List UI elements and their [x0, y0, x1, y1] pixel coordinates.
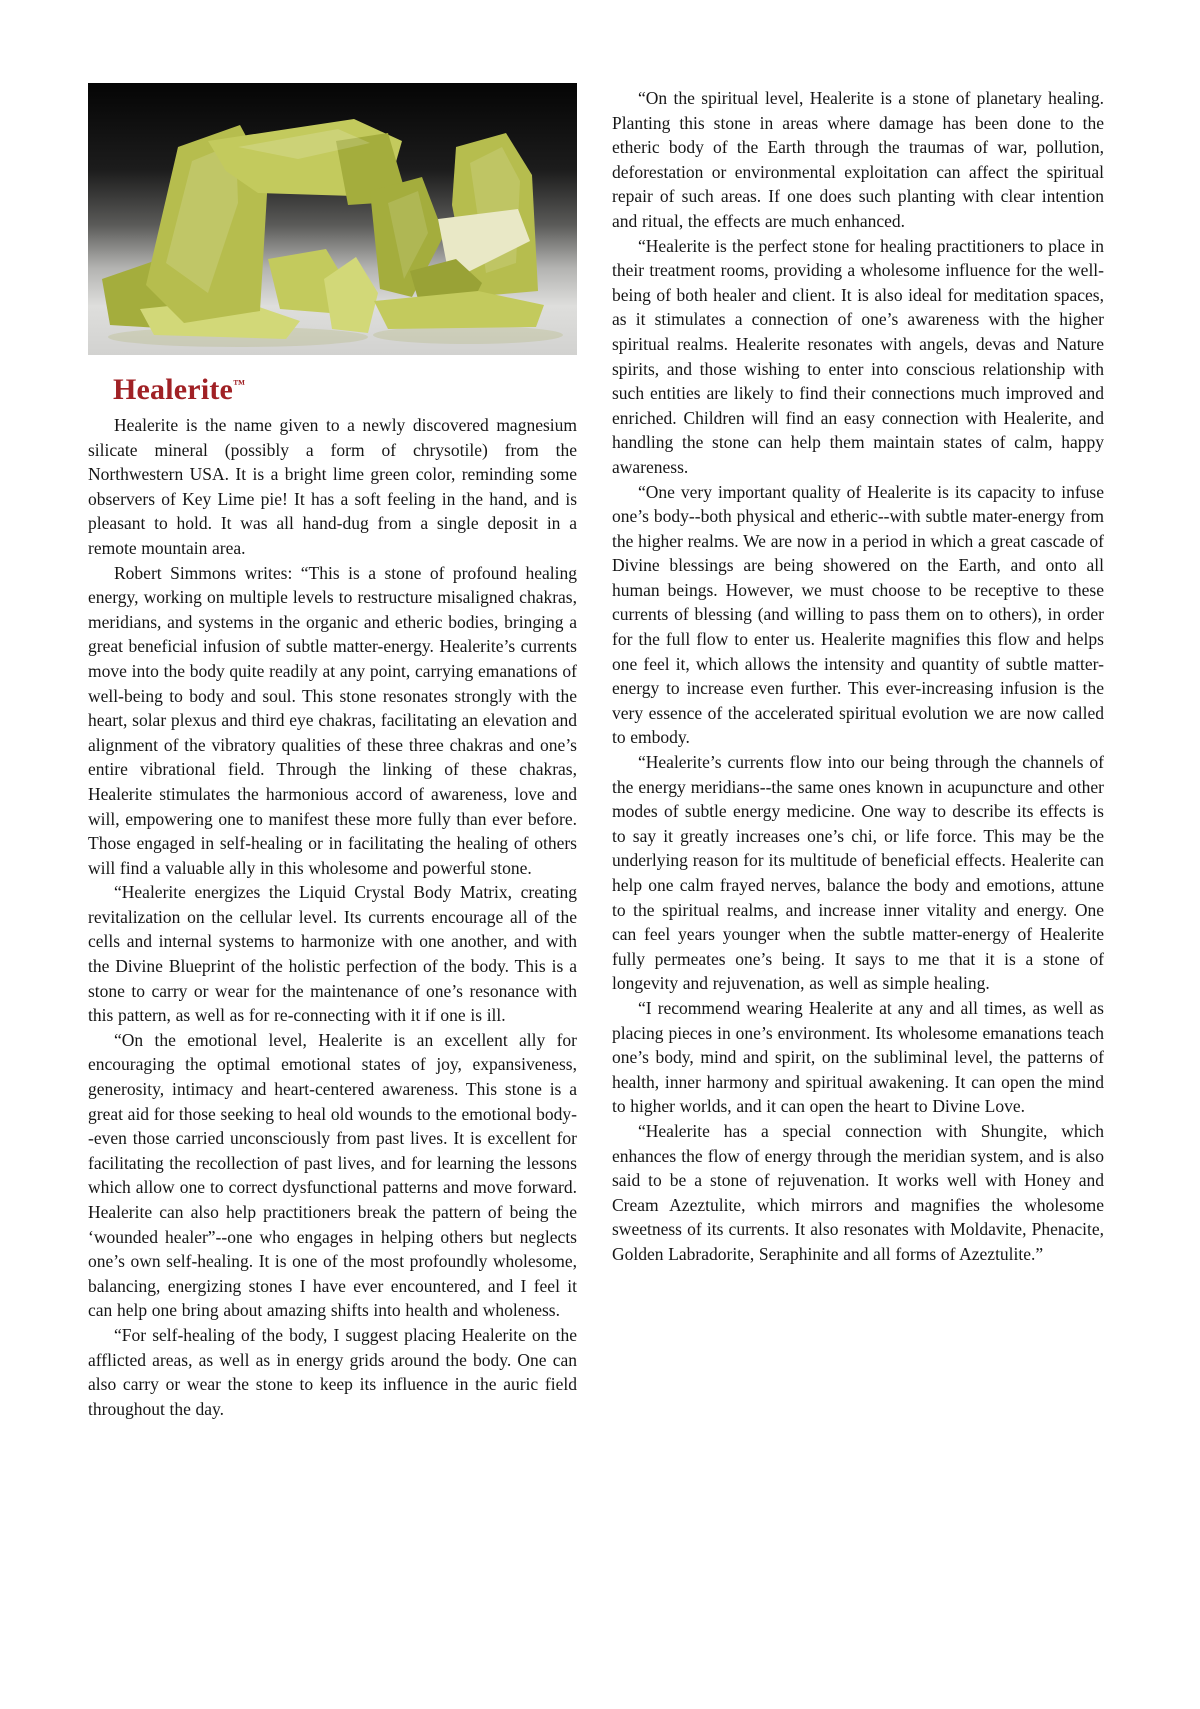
paragraph-emotional-level: “On the emotional level, Healerite is an excellent ally for encouraging the optimal emotional states of joy, expansiveness, generosity, intimacy and heart-centered awareness. This stone is a great aid for those seeking to heal old wounds to the emotional body--even those carried unconsciously from past lives. It is excellent for facilitating the recollection of past lives, and for learning the lessons which allow one to correct dysfunctional patterns and move forward. Healerite can also help practitioners break the pattern of being the ‘wounded healer”--one who engages in helping others but neglects one’s own self-healing. It is one of the most profoundly wholesome, balancing, energizing stones I have ever encountered, and I feel it can help one bring about amazing shifts into health and wholeness. [88, 1029, 577, 1321]
paragraph-self-healing: “For self-healing of the body, I suggest placing Healerite on the afflicted areas, as well as in energy grids around the body. One can also carry or wear the stone to keep its influence in the auric field throughout the day. [88, 1324, 577, 1419]
paragraph-recommend-wearing: “I recommend wearing Healerite at any and all times, as well as placing pieces in one’s environment. Its wholesome emanations teach one’s body, mind and spirit, on the subliminal level, the patterns of health, inner harmony and spiritual awakening. It can open the mind to higher worlds, and it can open the heart to Divine Love. [612, 997, 1104, 1117]
title-text: Healerite [113, 373, 234, 406]
paragraph-meridians: “Healerite’s currents flow into our being through the channels of the energy meridians--the same ones known in acupuncture and other modes of subtle energy medicine. One way to describe its effects is to say it greatly increases one’s chi, or life force. This may be the underlying reason for its multitude of beneficial effects. Healerite can help one calm frayed nerves, balance the body and emotions, attune to the spiritual realms, and increase inner vitality and energy. One can feel years younger when the subtle matter-energy of Healerite fully permeates one’s being. It says to me that it is a stone of longevity and rejuvenation, as well as simple healing. [612, 752, 1104, 994]
paragraph-robert-simmons: Robert Simmons writes: “This is a stone of profound healing energy, working on multiple levels to restructure misaligned chakras, meridians, and systems in the organic and etheric bodies, bringing a great beneficial infusion of subtle matter-energy. Healerite’s currents move into the body quite readily at any point, carrying emanations of well-being to body and soul. This stone resonates strongly with the heart, solar plexus and third eye chakras, facilitating an elevation and alignment of the vibratory qualities of these three chakras and one’s entire vibrational field. Through the linking of these chakras, Healerite stimulates the harmonious accord of awareness, love and will, empowering one to manifest these more fully than ever before. Those engaged in self-healing or in facilitating the healing of others will find a valuable ally in this wholesome and powerful stone. [88, 562, 577, 878]
trademark-symbol: ™ [233, 377, 246, 391]
paragraph-intro: Healerite is the name given to a newly discovered magnesium silicate mineral (possibly a form of chrysotile) from the Northwestern USA. It is a bright lime green color, reminding some observers of Key Lime pie! It has a soft feeling in the hand, and is pleasant to hold. It was all hand-dug from a single deposit in a remote mountain area. [88, 415, 577, 558]
paragraph-liquid-crystal: “Healerite energizes the Liquid Crystal Body Matrix, creating revitalization on the cellular level. Its currents encourage all of the cells and internal systems to harmonize with one another, and with the Divine Blueprint of the holistic perfection of the body. This is a stone to carry or wear for the maintenance of one’s resonance with this pattern, as well as for re-connecting with it if one is ill. [88, 882, 577, 1026]
healerite-photo [88, 83, 577, 355]
page-title [113, 373, 577, 407]
left-column [88, 83, 577, 1421]
healerite-photo-illustration [88, 83, 577, 355]
paragraph-shungite: “Healerite has a special connection with Shungite, which enhances the flow of energy through the meridian system, and is also said to be a stone of rejuvenation. It works well with Honey and Cream Azeztulite, which mirrors and magnifies the wholesome sweetness of its currents. It also resonates with Moldavite, Phenacite, Golden Labradorite, Seraphinite and all forms of Azeztulite.” [612, 1120, 1104, 1264]
right-column [612, 86, 1104, 1267]
paragraph-infuse-body: “One very important quality of Healerite is its capacity to infuse one’s body--both physical and etheric--with subtle mater-energy from the higher realms. We are now in a period in which a great cascade of Divine blessings are being showered on the Earth, and onto all human beings. However, we must choose to be receptive to these currents of blessing (and willing to pass them on to others), in order for the full flow to enter us. Healerite magnifies this flow and helps one feel it, which allows the intensity and quantity of subtle matter-energy to increase even further. This ever-increasing infusion is the very essence of the accelerated spiritual evolution we are now called to embody. [612, 481, 1104, 748]
paragraph-practitioners: “Healerite is the perfect stone for healing practitioners to place in their treatment rooms, providing a wholesome influence for the well-being of both healer and client. It is also ideal for meditation spaces, as it stimulates a connection of one’s awareness with the higher spiritual realms. Healerite resonates with angels, devas and Nature spirits, and those wishing to enter into conscious relationship with such entities are likely to find their connections much improved and enriched. Children will find an easy connection with Healerite, and handling the stone can help them maintain states of calm, happy awareness. [612, 235, 1104, 477]
paragraph-spiritual-level: “On the spiritual level, Healerite is a stone of planetary healing. Planting this stone in areas where damage has been done to the etheric body of the Earth through the traumas of war, pollution, deforestation or environmental exploitation can affect the spiritual repair of such areas. If one does such planting with clear intention and ritual, the effects are much enhanced. [612, 88, 1104, 231]
